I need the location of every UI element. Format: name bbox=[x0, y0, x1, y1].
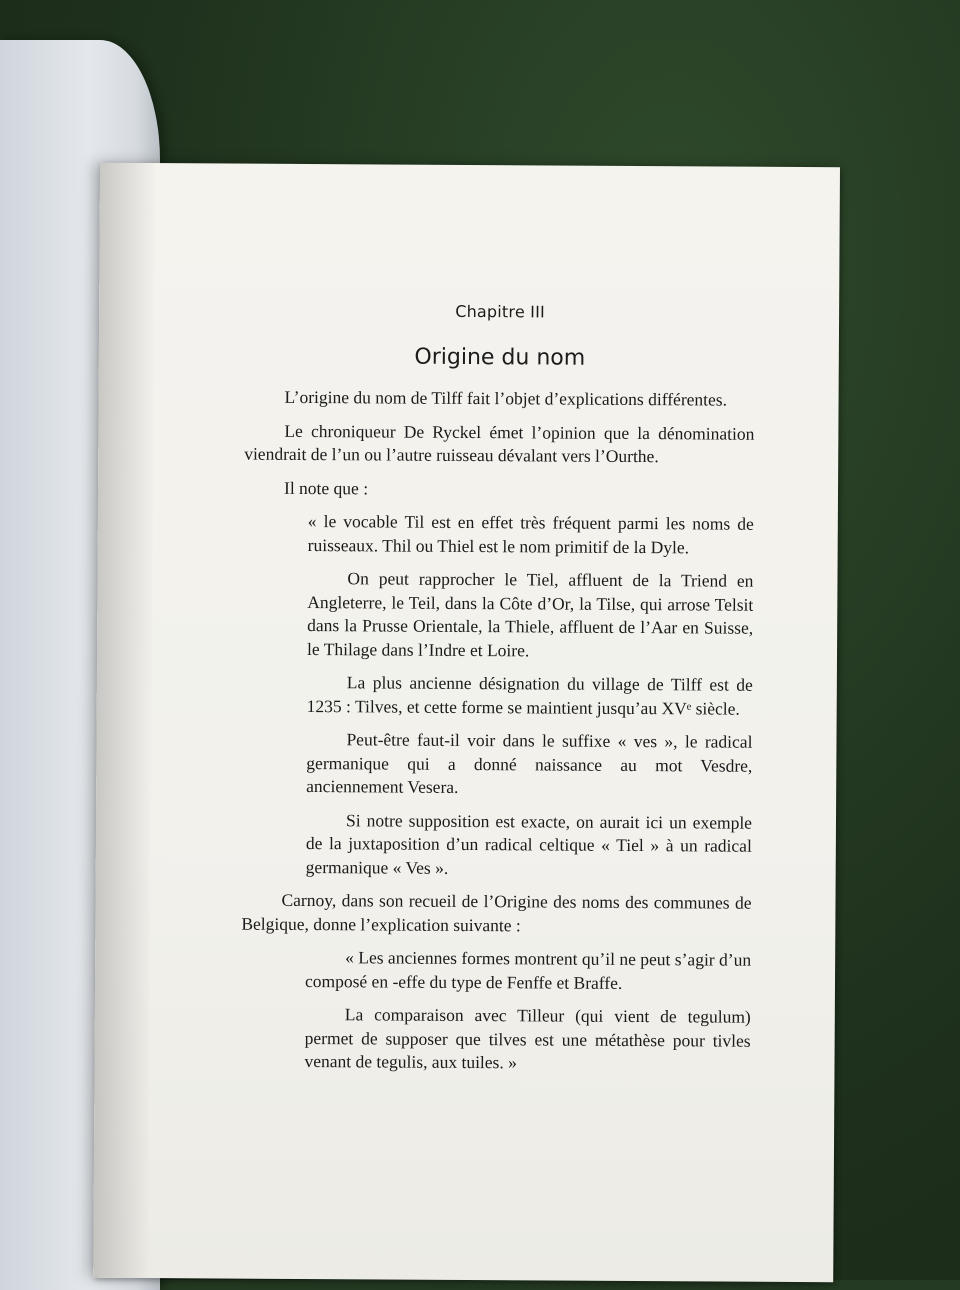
paragraph-intro: L’origine du nom de Tilff fait l’objet d’explications différentes. bbox=[284, 386, 728, 410]
paragraph-de-ryckel: Le chroniqueur De Ryckel émet l’opinion que la dénomination viendrait de l’un ou l’autre ruisseau dévalant vers l’Ourthe. bbox=[244, 420, 755, 467]
quote-paragraph-6: « Les anciennes formes montrent qu’il ne peut s’agir d’un composé en -effe du type de Fenffe et Braffe. bbox=[304, 947, 752, 993]
paragraph-il-note: Il note que : bbox=[283, 477, 369, 498]
quote-paragraph-1: « le vocable Til est en effet très fréquent parmi les noms de ruisseaux. Thil ou Thiel est le nom primitif de la Dyle. bbox=[307, 511, 754, 557]
page-content bbox=[240, 299, 755, 1077]
quote-paragraph-5: Si notre supposition est exacte, on aurait ici un exemple de la juxtaposition d’un radical celtique « Tiel » à un radical germanique « Ves ». bbox=[305, 809, 753, 878]
gutter-shadow bbox=[93, 163, 155, 1278]
quote-de-ryckel bbox=[306, 510, 754, 882]
quote-paragraph-2: On peut rapprocher le Tiel, affluent de la Triend en Angleterre, le Teil, dans la Côte d’Or, la Tilse, qui arrose Telsit dans la Prusse Orientale, la Thiele, affluent de l’Aar en Suisse, le Thilage dans l’Indre et Loire. bbox=[306, 568, 754, 660]
quote-paragraph-3: La plus ancienne désignation du village de Tilff est de 1235 : Tilves, et cette forme se maintient jusqu’au XVᵉ siècle. bbox=[306, 672, 753, 719]
quote-paragraph-7: La comparaison avec Tilleur (qui vient de tegulum) permet de supposer que tilves est une métathèse pour tivles venant de tegulis, aux tuiles. » bbox=[304, 1004, 751, 1073]
book-page bbox=[93, 163, 840, 1282]
chapter-title: Origine du nom bbox=[414, 344, 586, 371]
quote-paragraph-4: Peut-être faut-il voir dans le suffixe « ves », le radical germanique qui a donné naissance au mot Vesdre, anciennement Vesera. bbox=[306, 729, 753, 797]
quote-carnoy bbox=[304, 946, 751, 1076]
paragraph-carnoy: Carnoy, dans son recueil de l’Origine des noms des communes de Belgique, donne l’explication suivante : bbox=[241, 889, 752, 935]
chapter-label: Chapitre III bbox=[455, 301, 546, 322]
